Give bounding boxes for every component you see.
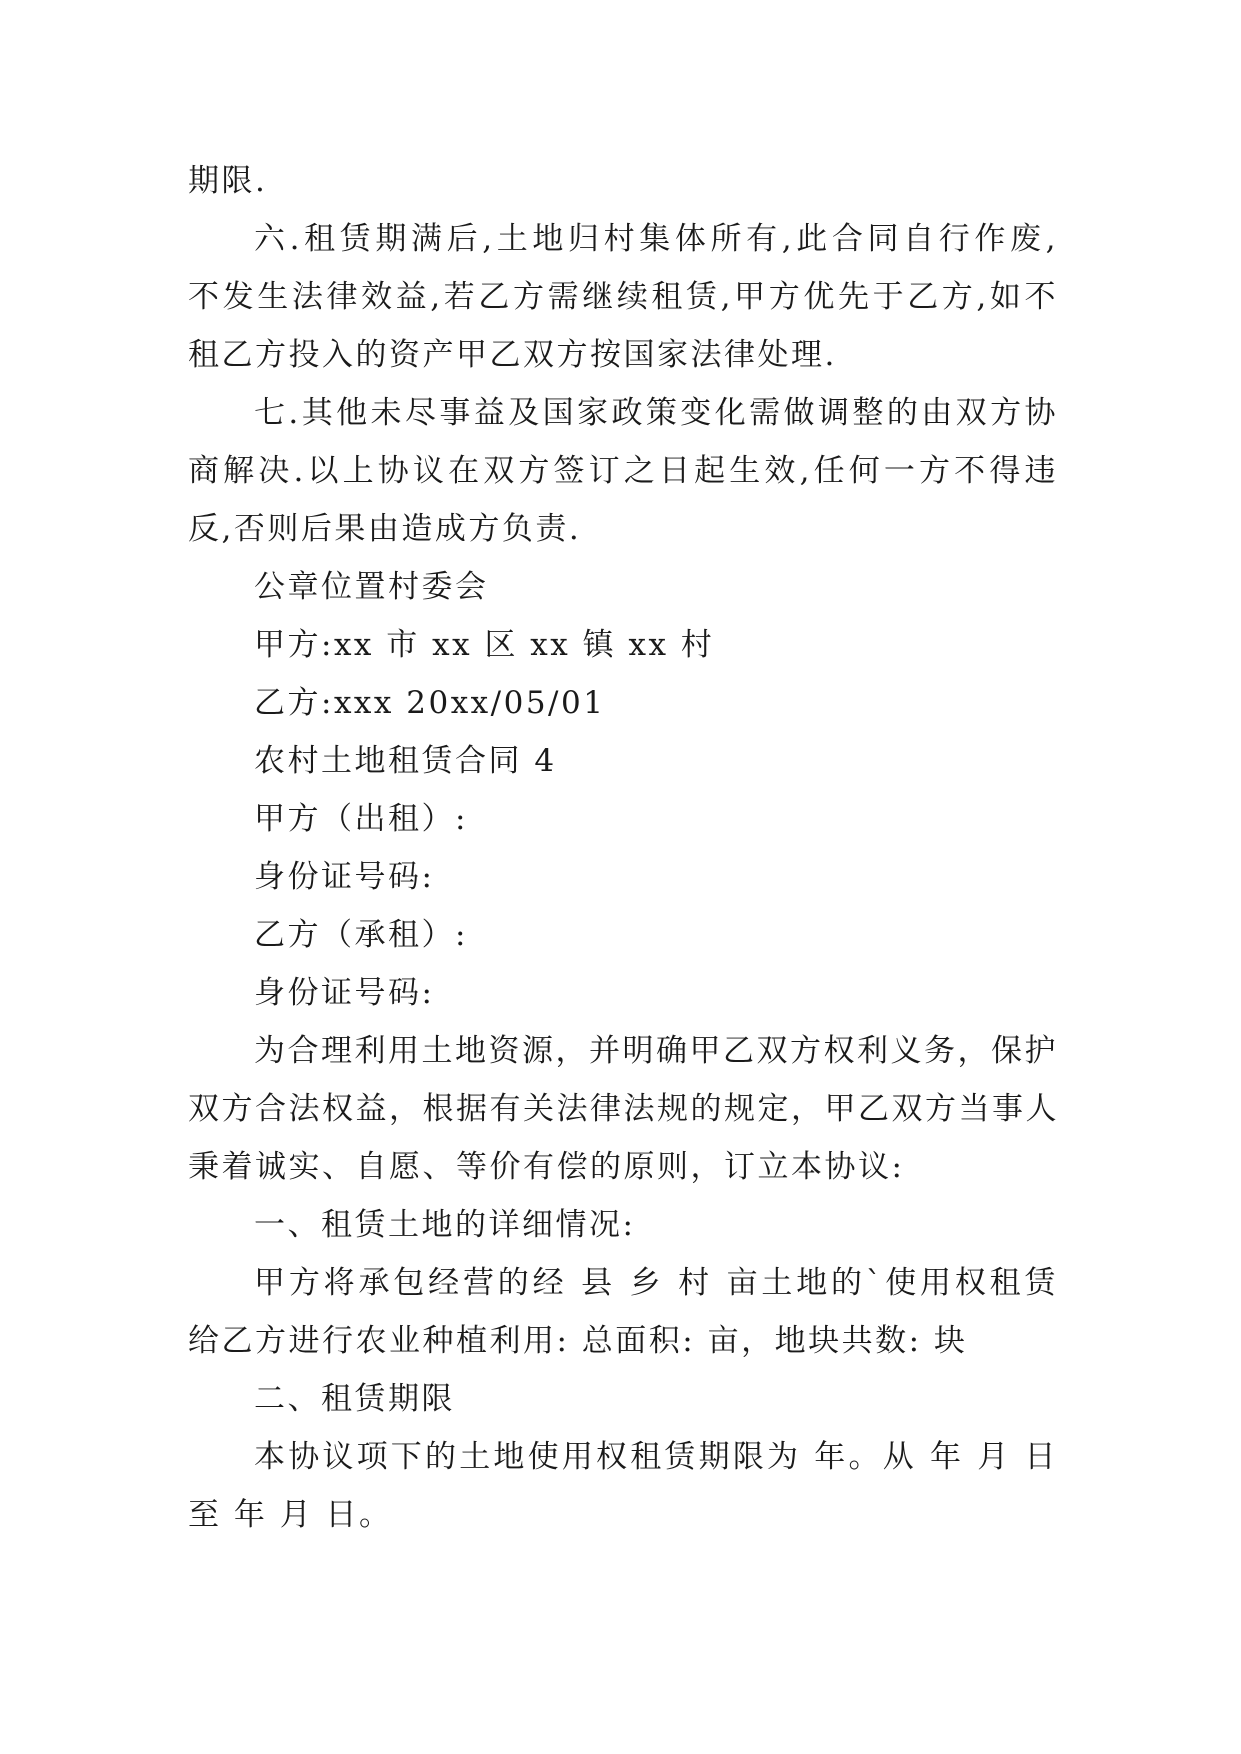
paragraph-seven-line-2: 商解决.以上协议在双方签订之日起生效,任何一方不得违 (188, 453, 1058, 489)
party-b-info: 乙方:xxx 20xx/05/01 (254, 685, 606, 721)
party-a-info: 甲方:xx 市 xx 区 xx 镇 xx 村 (254, 627, 715, 663)
section-two-line-1: 本协议项下的土地使用权租赁期限为 年。从 年 月 日 (254, 1439, 1058, 1475)
preamble-line-1: 为合理利用土地资源，并明确甲乙双方权利义务，保护 (254, 1033, 1058, 1069)
section-two-heading: 二、租赁期限 (254, 1381, 455, 1417)
paragraph-seven-line-3: 反,否则后果由造成方负责. (188, 511, 582, 547)
paragraph-six-line-3: 租乙方投入的资产甲乙双方按国家法律处理. (188, 337, 837, 373)
paragraph-six-line-2: 不发生法律效益,若乙方需继续租赁,甲方优先于乙方,如不 (188, 279, 1058, 315)
paragraph-seven-line-1: 七.其他未尽事益及国家政策变化需做调整的由双方协 (254, 395, 1058, 431)
contract-title: 农村土地租赁合同 4 (254, 743, 557, 779)
section-two-line-2: 至 年 月 日。 (188, 1497, 393, 1533)
party-b-id-number: 身份证号码: (254, 975, 435, 1011)
document-page (188, 152, 1058, 1544)
preamble-line-3: 秉着诚实、自愿、等价有偿的原则，订立本协议: (188, 1149, 905, 1185)
party-a-lessor: 甲方（出租）: (254, 801, 468, 837)
party-a-id-number: 身份证号码: (254, 859, 435, 895)
party-b-lessee: 乙方（承租）: (254, 917, 468, 953)
section-one-heading: 一、租赁土地的详细情况: (254, 1207, 636, 1243)
seal-position: 公章位置村委会 (254, 569, 489, 605)
section-one-line-2: 给乙方进行农业种植利用: 总面积: 亩，地块共数: 块 (188, 1323, 968, 1359)
section-one-line-1: 甲方将承包经营的经 县 乡 村 亩土地的`使用权租赁 (254, 1265, 1058, 1301)
text-line: 期限. (188, 163, 268, 199)
preamble-line-2: 双方合法权益，根据有关法律法规的规定，甲乙双方当事人 (188, 1091, 1059, 1127)
paragraph-six-line-1: 六.租赁期满后,土地归村集体所有,此合同自行作废, (254, 221, 1058, 257)
